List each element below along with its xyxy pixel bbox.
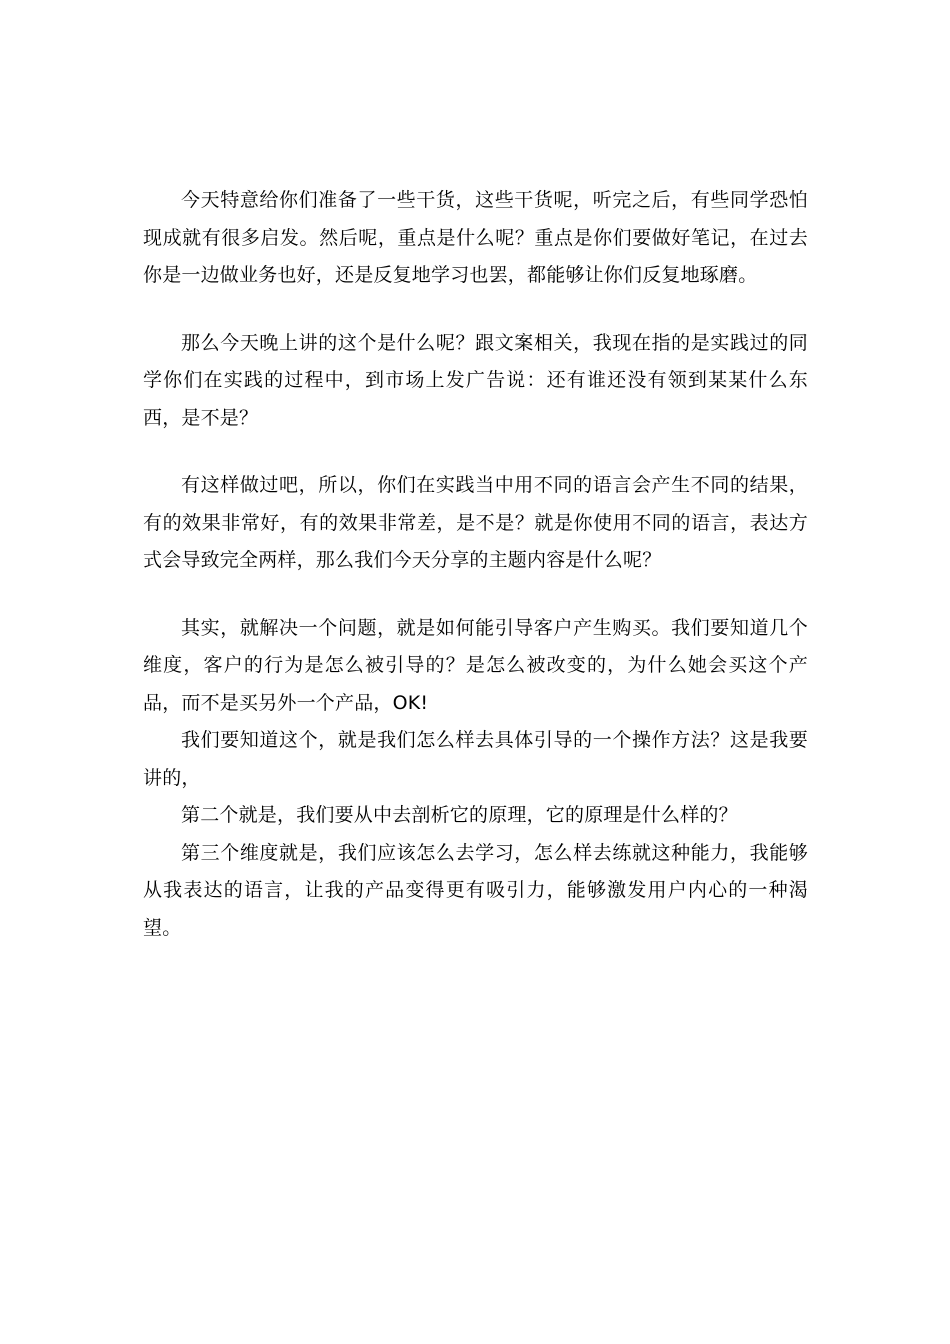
paragraph-3: 有这样做过吧，所以，你们在实践当中用不同的语言会产生不同的结果，有的效果非常好，有的效果非常差，是不是？就是你使用不同的语言，表达方式会导致完全两样，那么我们今天分享的主题内容是什么呢？ (143, 474, 808, 571)
paragraph-7: 第三个维度就是，我们应该怎么去学习，怎么样去练就这种能力，我能够从我表达的语言，让我的产品变得更有吸引力，能够激发用户内心的一种渴望。 (143, 841, 808, 939)
paragraph-2: 那么今天晚上讲的这个是什么呢？跟文案相关，我现在指的是实践过的同学你们在实践的过程中，到市场上发广告说：还有谁还没有领到某某什么东西，是不是？ (143, 331, 808, 429)
paragraph-5: 我们要知道这个，就是我们怎么样去具体引导的一个操作方法？这是我要讲的， (143, 729, 808, 789)
paragraph-4: 其实，就解决一个问题，就是如何能引导客户产生购买。我们要知道几个维度，客户的行为是怎么被引导的？是怎么被改变的，为什么她会买这个产品，而不是买另外一个产品，OK! (143, 616, 808, 714)
document-body (143, 182, 808, 947)
paragraph-1: 今天特意给你们准备了一些干货，这些干货呢，听完之后，有些同学恐怕现成就有很多启发。然后呢，重点是什么呢？重点是你们要做好笔记，在过去你是一边做业务也好，还是反复地学习也罢，都能够让你们反复地琢磨。 (143, 189, 808, 286)
paragraph-6: 第二个就是，我们要从中去剖析它的原理，它的原理是什么样的？ (181, 804, 738, 826)
